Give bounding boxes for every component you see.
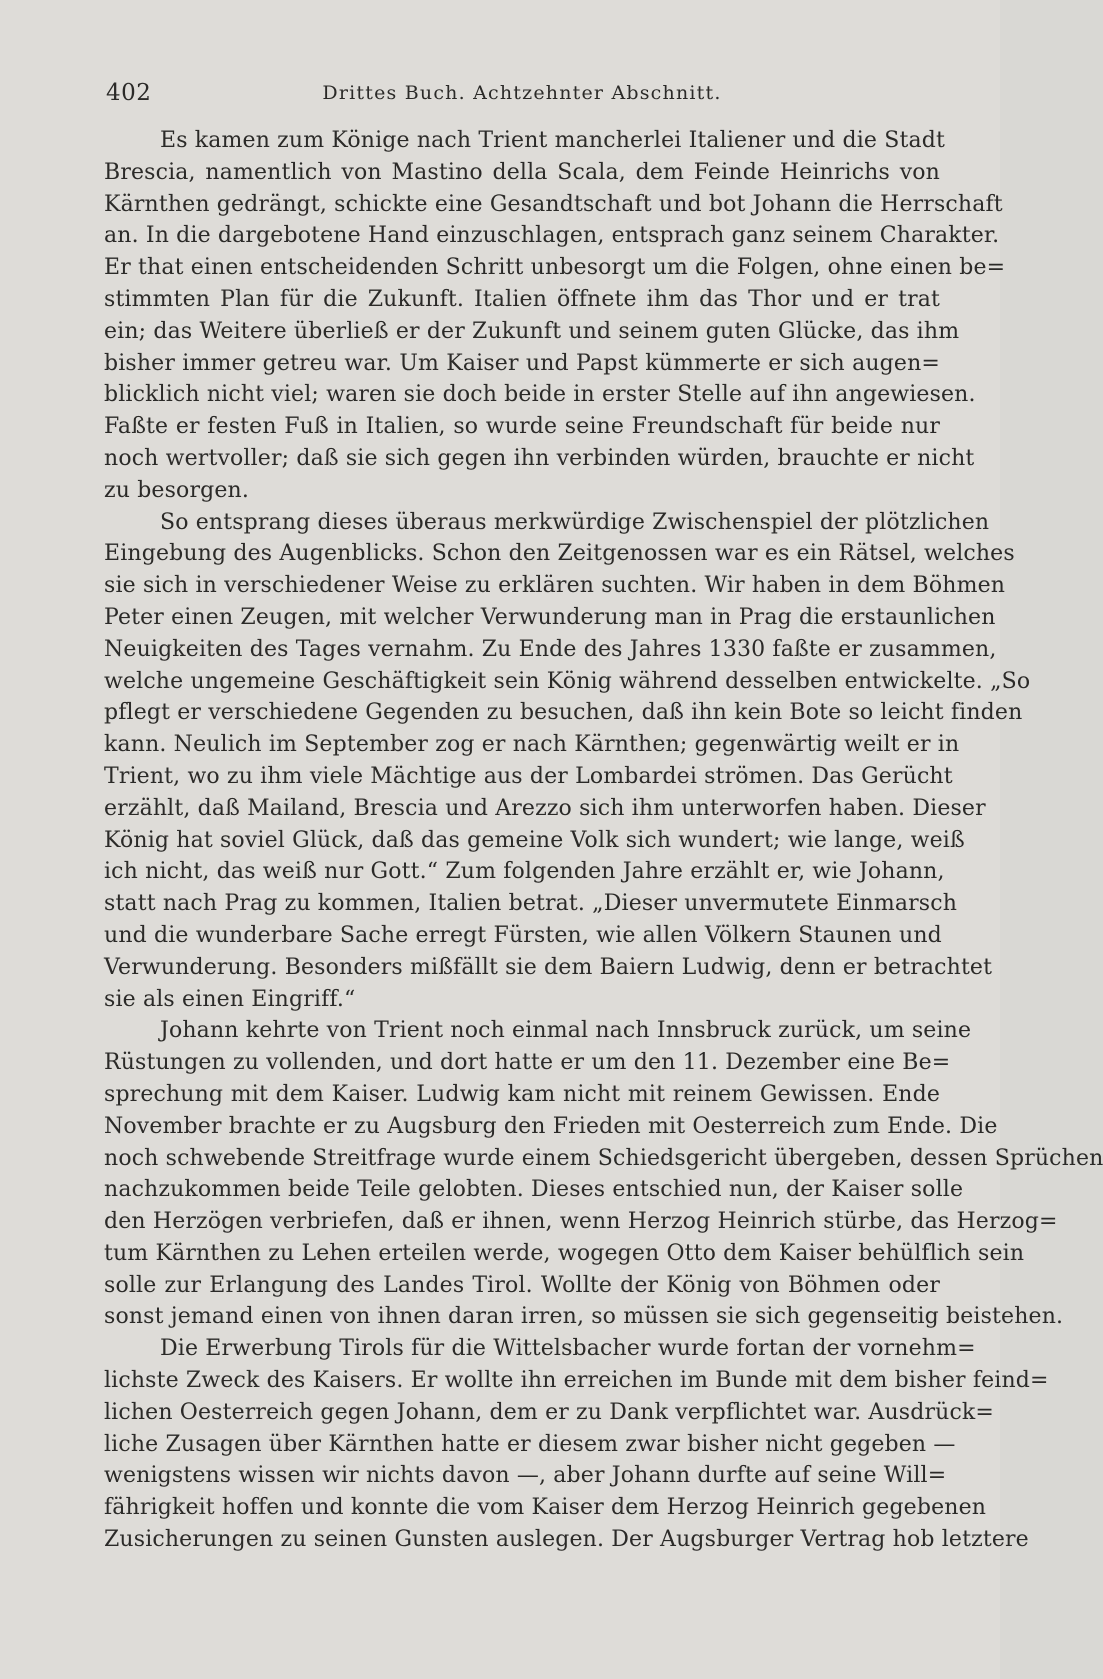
text-line: statt nach Prag zu kommen, Italien betrat. „Dieser unvermutete Einmarsch bbox=[104, 891, 958, 917]
text-line: blicklich nicht viel; waren sie doch beide in erster Stelle auf ihn angewiesen. bbox=[104, 382, 976, 408]
text-line: Trient, wo zu ihm viele Mächtige aus der Lombardei strömen. Das Gerücht bbox=[104, 763, 953, 789]
text-line: noch schwebende Streitfrage wurde einem Schiedsgericht übergeben, dessen Sprüchen bbox=[104, 1145, 1103, 1171]
text-line: erzählt, daß Mailand, Brescia und Arezzo sich ihm unterworfen haben. Dieser bbox=[104, 795, 986, 821]
paragraph-1 bbox=[104, 125, 1006, 507]
text-line: sie als einen Eingriff.“ bbox=[104, 986, 356, 1012]
text-line: den Herzögen verbriefen, daß er ihnen, wenn Herzog Heinrich stürbe, das Herzog= bbox=[104, 1209, 1058, 1235]
text-line: Eingebung des Augenblicks. Schon den Zeitgenossen war es ein Rätsel, welches bbox=[104, 541, 1015, 567]
text-line: lichen Oesterreich gegen Johann, dem er zu Dank verpflichtet war. Ausdrück= bbox=[104, 1399, 994, 1425]
text-line: noch wertvoller; daß sie sich gegen ihn verbinden würden, brauchte er nicht bbox=[104, 445, 975, 471]
text-line: Er that einen entscheidenden Schritt unbesorgt um die Folgen, ohne einen be= bbox=[104, 255, 1006, 281]
text-line: wenigstens wissen wir nichts davon —, aber Johann durfte auf seine Will= bbox=[104, 1463, 947, 1489]
text-line: stimmten Plan für die Zukunft. Italien öffnete ihm das Thor und er trat bbox=[104, 286, 940, 312]
text-line: König hat soviel Glück, daß das gemeine Volk sich wundert; wie lange, weiß bbox=[104, 827, 965, 853]
text-line: ein; das Weitere überließ er der Zukunft und seinem guten Glücke, das ihm bbox=[104, 318, 960, 344]
text-line: Rüstungen zu vollenden, und dort hatte er um den 11. Dezember eine Be= bbox=[104, 1050, 951, 1076]
text-line: Peter einen Zeugen, mit welcher Verwunderung man in Prag die erstaunlichen bbox=[104, 604, 996, 630]
text-line: lichste Zweck des Kaisers. Er wollte ihn erreichen im Bunde mit dem bisher feind= bbox=[104, 1368, 1049, 1394]
paragraph-2 bbox=[104, 507, 1031, 1016]
text-line: sonst jemand einen von ihnen daran irren, so müssen sie sich gegenseitig beistehen. bbox=[104, 1304, 1064, 1330]
paragraph-4 bbox=[104, 1333, 1049, 1556]
text-line: Brescia, namentlich von Mastino della Scala, dem Feinde Heinrichs von bbox=[104, 159, 940, 185]
text-line: Kärnthen gedrängt, schickte eine Gesandtschaft und bot Johann die Herrschaft bbox=[104, 191, 1003, 217]
text-line: Es kamen zum Könige nach Trient mancherlei Italiener und die Stadt bbox=[160, 128, 945, 153]
text-line: kann. Neulich im September zog er nach Kärnthen; gegenwärtig weilt er in bbox=[104, 732, 960, 758]
text-line: ich nicht, das weiß nur Gott.“ Zum folgenden Jahre erzählt er, wie Johann, bbox=[104, 859, 945, 885]
text-line: Zusicherungen zu seinen Gunsten auslegen. Der Augsburger Vertrag hob letztere bbox=[104, 1527, 1029, 1553]
text-line: fährigkeit hoffen und konnte die vom Kaiser dem Herzog Heinrich gegebenen bbox=[104, 1495, 987, 1521]
text-line: sie sich in verschiedener Weise zu erklären suchten. Wir haben in dem Böhmen bbox=[104, 573, 1006, 599]
page-header bbox=[104, 74, 940, 108]
text-line: und die wunderbare Sache erregt Fürsten, wie allen Völkern Staunen und bbox=[104, 922, 942, 948]
paragraph-3 bbox=[104, 1015, 1103, 1333]
text-line: liche Zusagen über Kärnthen hatte er diesem zwar bisher nicht gegeben — bbox=[104, 1431, 956, 1457]
text-line: Verwunderung. Besonders mißfällt sie dem Baiern Ludwig, denn er betrachtet bbox=[104, 954, 993, 980]
text-line: Die Erwerbung Tirols für die Wittelsbacher wurde fortan der vornehm= bbox=[160, 1336, 976, 1362]
text-line: Faßte er festen Fuß in Italien, so wurde seine Freundschaft für beide nur bbox=[104, 414, 940, 440]
text-line: So entsprang dieses überaus merkwürdige Zwischenspiel der plötzlichen bbox=[160, 509, 990, 535]
running-title: Drittes Buch. Achtzehnter Abschnitt. bbox=[322, 82, 722, 104]
text-line: solle zur Erlangung des Landes Tirol. Wollte der König von Böhmen oder bbox=[104, 1272, 940, 1298]
text-line: tum Kärnthen zu Lehen erteilen werde, wogegen Otto dem Kaiser behülflich sein bbox=[104, 1240, 1025, 1266]
text-line: zu besorgen. bbox=[104, 477, 249, 503]
text-line: Johann kehrte von Trient noch einmal nach Innsbruck zurück, um seine bbox=[160, 1018, 972, 1044]
text-line: bisher immer getreu war. Um Kaiser und Papst kümmerte er sich augen= bbox=[104, 350, 940, 376]
text-line: an. In die dargebotene Hand einzuschlagen, entsprach ganz seinem Charakter. bbox=[104, 223, 1000, 249]
text-line: pflegt er verschiedene Gegenden zu besuchen, daß ihn kein Bote so leicht finden bbox=[104, 700, 1023, 726]
text-line: sprechung mit dem Kaiser. Ludwig kam nicht mit reinem Gewissen. Ende bbox=[104, 1081, 940, 1107]
text-line: nachzukommen beide Teile gelobten. Dieses entschied nun, der Kaiser solle bbox=[104, 1177, 964, 1203]
page-number: 402 bbox=[106, 80, 152, 106]
body-text bbox=[104, 125, 1103, 1556]
text-line: welche ungemeine Geschäftigkeit sein König während desselben entwickelte. „So bbox=[104, 668, 1031, 694]
text-line: November brachte er zu Augsburg den Frieden mit Oesterreich zum Ende. Die bbox=[104, 1113, 998, 1139]
text-line: Neuigkeiten des Tages vernahm. Zu Ende des Jahres 1330 faßte er zusammen, bbox=[104, 636, 997, 662]
